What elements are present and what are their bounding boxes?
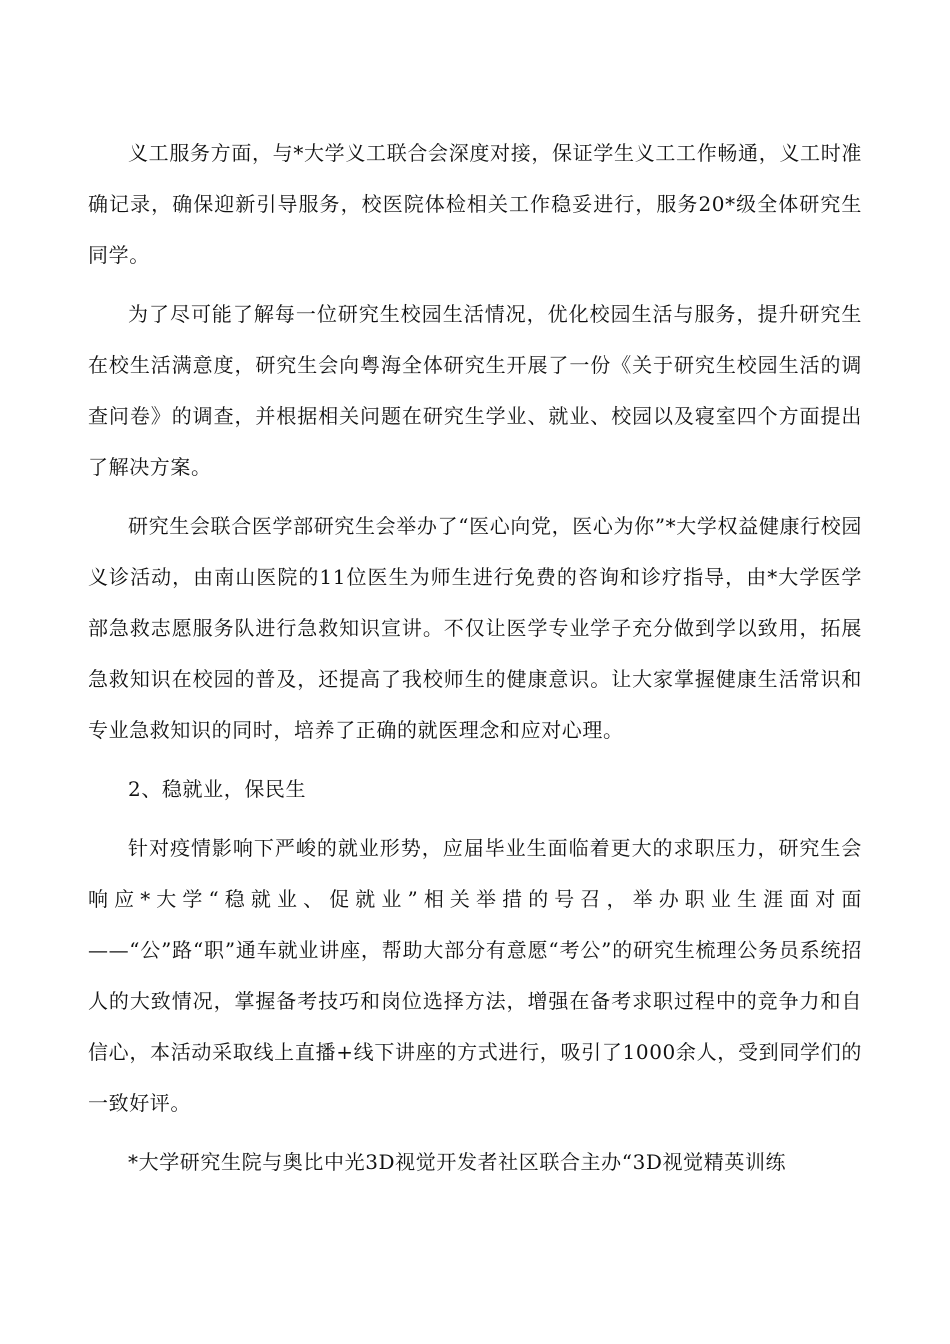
paragraph-campus-survey: 为了尽可能了解每一位研究生校园生活情况，优化校园生活与服务，提升研究生在校生活满意度，研究生会向粤海全体研究生开展了一份《关于研究生校园生活的调查问卷》的调查，并根据相关问题在研究生学业、就业、校园以及寝室四个方面提出了解决方案。 bbox=[88, 302, 862, 479]
paragraph-volunteer-service: 义工服务方面，与*大学义工联合会深度对接，保证学生义工工作畅通，义工时准确记录，确保迎新引导服务，校医院体检相关工作稳妥进行，服务20*级全体研究生同学。 bbox=[88, 141, 862, 267]
paragraph-employment-lecture: 针对疫情影响下严峻的就业形势，应届毕业生面临着更大的求职压力，研究生会响应*大学“稳就业、促就业”相关举措的号召，举办职业生涯面对面——“公”路“职”通车就业讲座，帮助大部分有意愿“考公”的研究生梳理公务员系统招人的大致情况，掌握备考技巧和岗位选择方法，增强在备考求职过程中的竞争力和自信心，本活动采取线上直播+线下讲座的方式进行，吸引了1000余人，受到同学们的一致好评。 bbox=[88, 836, 862, 1115]
paragraph-free-clinic: 研究生会联合医学部研究生会举办了“医心向党，医心为你”*大学权益健康行校园义诊活动，由南山医院的11位医生为师生进行免费的咨询和诊疗指导，由*大学医学部急救志愿服务队进行急救知识宣讲。不仅让医学专业学子充分做到学以致用，拓展急救知识在校园的普及，还提高了我校师生的健康意识。让大家掌握健康生活常识和专业急救知识的同时，培养了正确的就医理念和应对心理。 bbox=[88, 514, 862, 742]
document-body bbox=[88, 128, 862, 1196]
section-heading: 2、稳就业，保民生 bbox=[128, 777, 307, 801]
paragraph-3d-vision-training: *大学研究生院与奥比中光3D视觉开发者社区联合主办“3D视觉精英训练 bbox=[128, 1150, 787, 1174]
